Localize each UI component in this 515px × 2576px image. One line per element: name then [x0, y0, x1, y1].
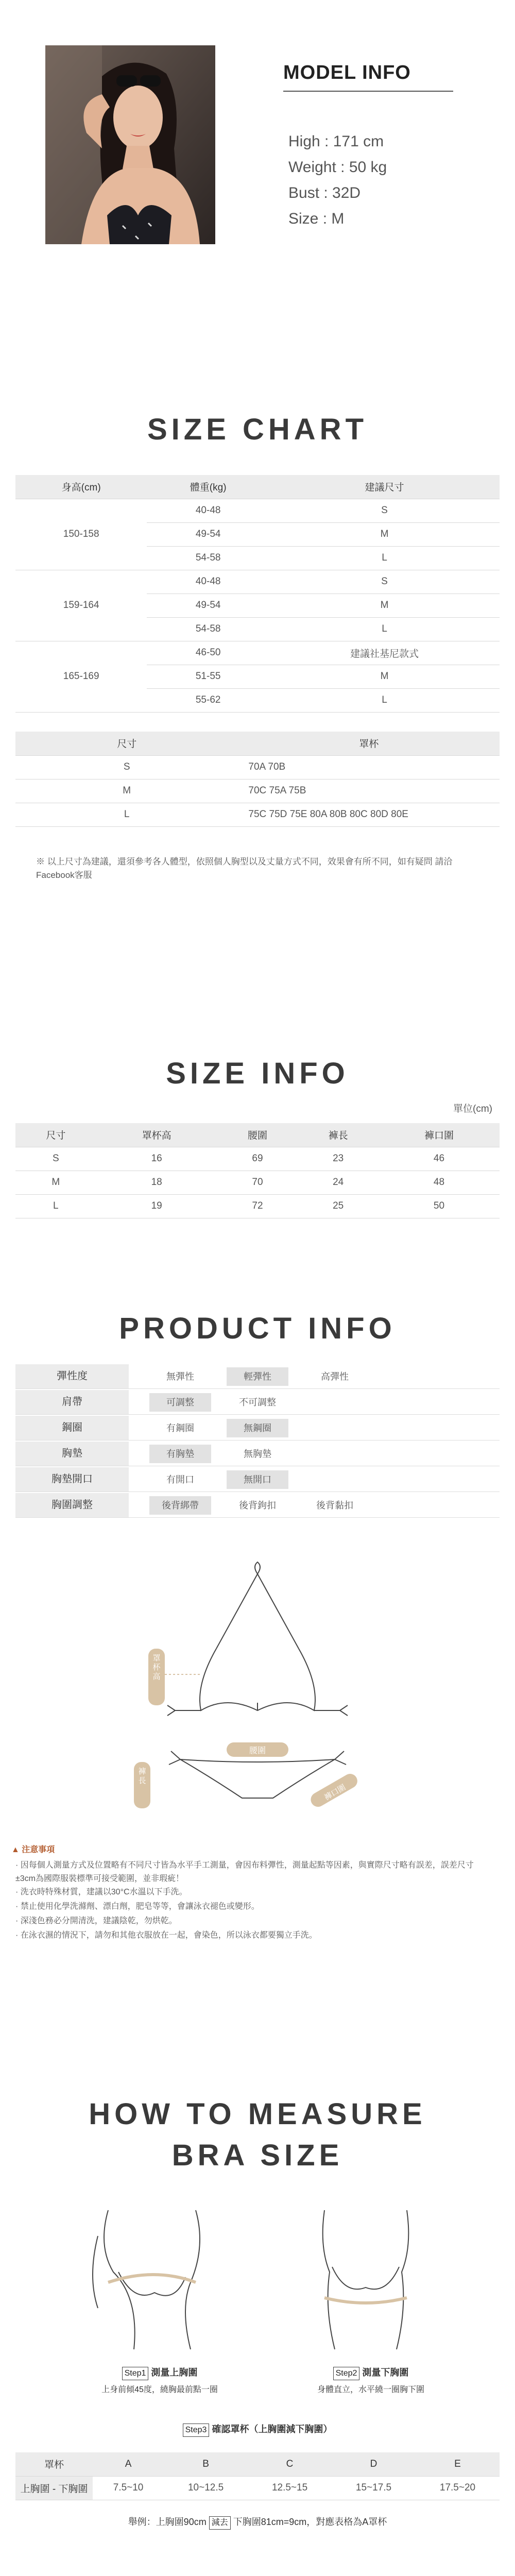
col-header: 身高(cm) — [15, 475, 147, 499]
weight-cell: 49-54 — [147, 522, 269, 546]
size-cell: L — [269, 546, 500, 570]
col-header: 尺寸 — [15, 1123, 96, 1147]
col-header: 褲長 — [298, 1123, 379, 1147]
table-row — [15, 803, 500, 826]
model-size: Size : M — [288, 210, 345, 227]
table-cell: 10~12.5 — [164, 2476, 248, 2500]
measure-step2 — [288, 2365, 453, 2380]
caution-item: · 因每個人測量方式及位置略有不同尺寸皆為水平手工測量，會因布料彈性，測量起點等因素，與實際尺寸略有誤差，誤差尺寸±3cm為國際服裝標準可接受範圍，並非瑕疵！ — [15, 1861, 474, 1883]
height-cell: 150-158 — [15, 499, 147, 570]
height-cell: 165-169 — [15, 641, 147, 712]
step-title: 確認罩杯（上胸圍減下胸圍） — [212, 2424, 333, 2434]
size-chart-title: SIZE CHART — [147, 413, 368, 446]
weight-cell: 46-50 — [147, 641, 269, 665]
cup-size-table — [15, 732, 500, 827]
step-desc: 上身前傾45度，繞胸最前點一圈 — [101, 2385, 218, 2394]
model-photo — [45, 45, 215, 244]
weight-cell: 54-58 — [147, 617, 269, 641]
row-label: 胸圍調整 — [15, 1493, 129, 1517]
table-row — [15, 1147, 500, 1171]
pad-opening-row — [15, 1467, 500, 1492]
example-text: 舉例：上胸圍90cm — [128, 2517, 207, 2527]
model-bust: Bust : 32D — [288, 184, 361, 201]
cup-cell: 70A 70B — [238, 755, 500, 779]
table-cell: 72 — [217, 1194, 298, 1218]
measure-title-line1: HOW TO MEASURE — [89, 2097, 426, 2131]
product-info-title: PRODUCT INFO — [119, 1312, 396, 1345]
table-cell: 50 — [379, 1194, 500, 1218]
cup-calc-table — [15, 2452, 500, 2500]
subtract-tag: 減去 — [209, 2516, 231, 2530]
caution-item: · 在泳衣濕的情況下，請勿和其他衣服放在一起，會染色，所以泳衣都要獨立手洗。 — [15, 1931, 317, 1940]
weight-cell: 54-58 — [147, 546, 269, 570]
table-cell: 25 — [298, 1194, 379, 1218]
step-tag: Step2 — [333, 2367, 360, 2380]
table-row — [15, 1194, 500, 1218]
length-label: 褲長 — [138, 1767, 146, 1785]
size-cell: L — [269, 617, 500, 641]
table-row — [15, 755, 500, 779]
size-chart-table — [15, 475, 500, 713]
col-header: A — [93, 2452, 164, 2476]
col-header: 罩杯 — [15, 2452, 93, 2476]
step-title: 測量上胸圍 — [151, 2367, 198, 2378]
option-selected: 無鋼圈 — [227, 1419, 288, 1437]
table-cell: 46 — [379, 1147, 500, 1171]
weight-cell: 55-62 — [147, 688, 269, 712]
table-row — [15, 570, 500, 594]
bust-adjust-row — [15, 1493, 500, 1518]
height-cell: 159-164 — [15, 570, 147, 641]
size-info-title: SIZE INFO — [166, 1057, 349, 1090]
measure-underbust-illustration — [288, 2205, 443, 2354]
col-header: 尺寸 — [15, 732, 238, 755]
option-selected: 無開口 — [227, 1470, 288, 1489]
caution-item: · 禁止使用化學洗滌劑、漂白劑，肥皂等等，會讓泳衣褪色或變形。 — [15, 1902, 260, 1911]
row-label: 胸墊開口 — [15, 1467, 129, 1492]
row-label: 上胸圍 - 下胸圍 — [15, 2476, 93, 2500]
table-cell: S — [15, 1147, 96, 1171]
option: 無彈性 — [166, 1371, 194, 1382]
row-label: 胸墊 — [15, 1442, 129, 1466]
table-cell: 19 — [96, 1194, 217, 1218]
table-cell: 12.5~15 — [248, 2476, 332, 2500]
padding-row — [15, 1442, 500, 1466]
table-cell: L — [15, 1194, 96, 1218]
unit-label: 單位(cm) — [453, 1104, 492, 1114]
measure-step3 — [0, 2421, 515, 2437]
table-cell: 7.5~10 — [93, 2476, 164, 2500]
col-header: 建議尺寸 — [269, 475, 500, 499]
table-cell: 23 — [298, 1147, 379, 1171]
table-row — [15, 779, 500, 803]
example-text: 下胸圍81cm=9cm，對應表格為A罩杯 — [233, 2517, 387, 2527]
caution-item: · 深淺色務必分開清洗，建議陰乾，勿烘乾。 — [15, 1917, 177, 1925]
weight-cell: 40-48 — [147, 499, 269, 522]
table-cell: 24 — [298, 1171, 379, 1194]
size-cell: M — [15, 779, 238, 803]
option: 有開口 — [166, 1475, 194, 1485]
cup-cell: 70C 75A 75B — [238, 779, 500, 803]
table-row — [15, 2476, 500, 2500]
row-label: 肩帶 — [15, 1390, 129, 1414]
weight-cell: 51-55 — [147, 665, 269, 688]
col-header: 罩杯 — [238, 732, 500, 755]
option-selected: 輕彈性 — [227, 1367, 288, 1386]
bikini-measurement-diagram — [103, 1556, 412, 1814]
option: 後背鉤扣 — [239, 1500, 276, 1511]
table-row — [15, 499, 500, 522]
option: 無胸墊 — [244, 1449, 271, 1459]
size-cell: M — [269, 522, 500, 546]
option: 高彈性 — [321, 1371, 349, 1382]
strap-row — [15, 1390, 500, 1415]
step-tag: Step3 — [183, 2424, 210, 2437]
option-selected: 有胸墊 — [149, 1445, 211, 1463]
size-cell: M — [269, 665, 500, 688]
option: 不可調整 — [239, 1397, 276, 1408]
divider — [283, 91, 453, 92]
col-header: 腰圍 — [217, 1123, 298, 1147]
step-tag: Step1 — [122, 2367, 149, 2380]
step-desc: 身體直立，水平繞一圈胸下圍 — [317, 2385, 424, 2394]
option-selected: 後背綁帶 — [149, 1496, 211, 1515]
table-cell: 70 — [217, 1171, 298, 1194]
waist-label: 腰圍 — [249, 1747, 266, 1755]
option: 有鋼圈 — [166, 1423, 194, 1433]
model-height: High : 171 cm — [288, 133, 384, 150]
size-cell: L — [269, 688, 500, 712]
size-chart-note: ※ 以上尺寸為建議，還須參考各人體型，依照個人胸型以及丈量方式不同，效果會有所不同，如有疑問 請洽Facebook客服 — [36, 857, 453, 880]
elasticity-row — [15, 1364, 500, 1389]
row-label: 彈性度 — [15, 1364, 129, 1388]
measure-example — [0, 2514, 515, 2530]
weight-cell: 40-48 — [147, 570, 269, 594]
caution-title: ▲ 注意事項 — [11, 1845, 55, 1854]
table-cell: 15~17.5 — [332, 2476, 416, 2500]
model-weight: Weight : 50 kg — [288, 159, 387, 176]
size-info-table — [15, 1123, 500, 1218]
measure-step1 — [77, 2365, 242, 2380]
table-row — [15, 1171, 500, 1194]
table-cell: 18 — [96, 1171, 217, 1194]
table-cell: 69 — [217, 1147, 298, 1171]
caution-item: · 洗衣時特殊材質，建議以30°C水溫以下手洗。 — [15, 1888, 187, 1896]
col-header: 罩杯高 — [96, 1123, 217, 1147]
option-selected: 可調整 — [149, 1393, 211, 1412]
table-cell: 48 — [379, 1171, 500, 1194]
size-cell: S — [269, 570, 500, 594]
cup-height-label: 罩杯高 — [152, 1654, 161, 1681]
measure-title-line2: BRA SIZE — [171, 2139, 344, 2172]
table-cell: 16 — [96, 1147, 217, 1171]
cup-cell: 75C 75D 75E 80A 80B 80C 80D 80E — [238, 803, 500, 826]
table-cell: 17.5~20 — [416, 2476, 500, 2500]
col-header: D — [332, 2452, 416, 2476]
leg-opening-label: 褲口圍 — [322, 1783, 348, 1802]
col-header: C — [248, 2452, 332, 2476]
col-header: B — [164, 2452, 248, 2476]
table-cell: M — [15, 1171, 96, 1194]
model-info-title: MODEL INFO — [283, 62, 411, 83]
col-header: E — [416, 2452, 500, 2476]
size-cell: M — [269, 594, 500, 617]
size-cell: S — [269, 499, 500, 522]
col-header: 褲口圍 — [379, 1123, 500, 1147]
underwire-row — [15, 1416, 500, 1440]
weight-cell: 49-54 — [147, 594, 269, 617]
row-label: 鋼圈 — [15, 1416, 129, 1440]
col-header: 體重(kg) — [147, 475, 269, 499]
size-cell: L — [15, 803, 238, 826]
size-cell: 建議社基尼款式 — [269, 641, 500, 665]
table-row — [15, 641, 500, 665]
size-cell: S — [15, 755, 238, 779]
measure-upper-bust-illustration — [77, 2205, 232, 2354]
option: 後背黏扣 — [316, 1500, 353, 1511]
step-title: 測量下胸圍 — [362, 2367, 409, 2378]
